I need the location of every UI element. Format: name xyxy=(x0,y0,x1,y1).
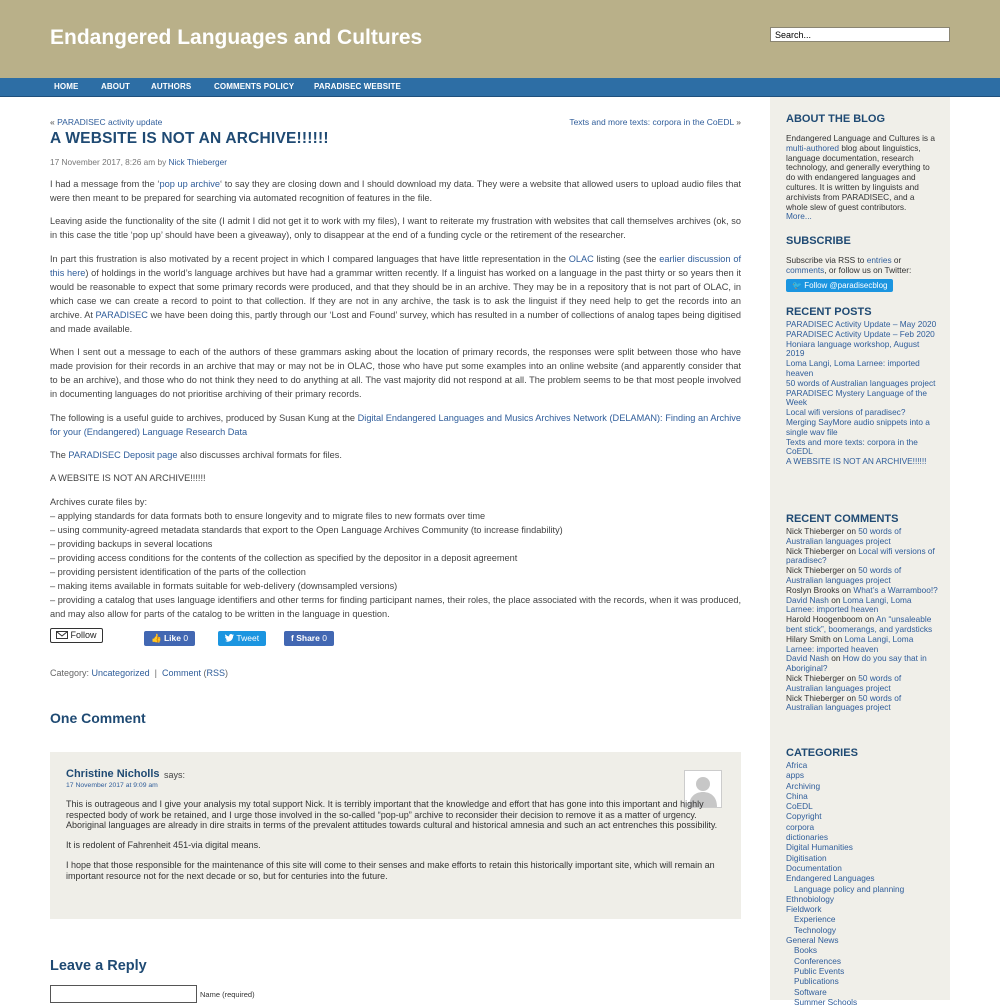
list-item[interactable] xyxy=(786,340,938,360)
delaman-link[interactable]: Digital Endangered Languages and Musics Archives Network (DELAMAN): Finding an Archive for your (Endangered) Language Research Data xyxy=(50,412,741,437)
category-link[interactable]: Language policy and planning xyxy=(794,883,905,894)
recent-comment-link[interactable]: What’s a Warramboo!? xyxy=(853,584,938,595)
list-item[interactable] xyxy=(786,418,938,438)
category-item[interactable] xyxy=(786,884,938,894)
text: on xyxy=(831,594,841,605)
category-link[interactable]: Conferences xyxy=(794,955,842,966)
category-link[interactable]: apps xyxy=(786,770,804,781)
name-field[interactable] xyxy=(50,985,197,1003)
twitter-follow-label: Follow @paradisecblog xyxy=(804,280,888,290)
text: on xyxy=(833,633,843,644)
list-item xyxy=(786,527,938,547)
list-item: – making items available in formats suitable for web-delivery (downsampled versions) xyxy=(50,580,398,591)
recent-post-link[interactable]: PARADISEC Activity Update – Feb 2020 xyxy=(786,328,935,339)
comment-says: says: xyxy=(164,770,186,780)
post-paragraph: Leaving aside the functionality of the site (I admit I did not get it to work with my files), I want to reiterate my frustration with websites that call themselves archives (ok, so in this case the title ‘pop up’ should have been a giveaway), only to disappear at the end of a funding cycle or the retirement of the researcher. xyxy=(50,216,741,241)
facebook-like-button[interactable] xyxy=(144,631,195,646)
category-item[interactable] xyxy=(786,853,938,863)
comment-author: Harold Hoogenboom xyxy=(786,614,863,625)
category-link[interactable]: Publications xyxy=(794,976,839,987)
subscribe-heading: SUBSCRIBE xyxy=(786,235,851,247)
text: The xyxy=(50,449,69,460)
twitter-follow-button[interactable] xyxy=(786,279,893,293)
category-item[interactable] xyxy=(786,956,938,966)
category-link[interactable]: Books xyxy=(794,945,818,956)
recent-comment-link[interactable]: Loma Langi, Loma Larnee: imported heaven xyxy=(786,633,914,654)
category-item[interactable] xyxy=(786,811,938,821)
categories-heading: CATEGORIES xyxy=(786,747,858,759)
post-paragraph xyxy=(50,448,741,462)
list-item[interactable] xyxy=(786,389,938,409)
recent-comment-link[interactable]: How do you say that in Aboriginal? xyxy=(786,653,927,674)
category-item[interactable] xyxy=(786,791,938,801)
nav-item-paradisec-website[interactable]: PARADISEC WEBSITE xyxy=(314,82,401,91)
category-link[interactable]: China xyxy=(786,790,808,801)
about-heading: ABOUT THE BLOG xyxy=(786,113,885,125)
comment-body xyxy=(66,799,726,890)
text: on xyxy=(846,672,856,683)
list-item: – using community-agreed metadata standards that export to the Open Language Archives Community (to increase findability) xyxy=(50,524,563,535)
list-item xyxy=(786,635,938,655)
category-link[interactable]: Ethnobiology xyxy=(786,893,834,904)
comment-author: Nick Thieberger xyxy=(786,526,845,536)
envelope-icon xyxy=(56,630,71,640)
text: on xyxy=(864,614,875,625)
next-post-link[interactable]: Texts and more texts: corpora in the CoEDL xyxy=(569,117,734,127)
share-bar xyxy=(50,628,741,648)
list-item[interactable] xyxy=(786,359,938,379)
category-item[interactable] xyxy=(786,781,938,791)
category-item[interactable] xyxy=(786,966,938,976)
next-arrow: » xyxy=(736,117,741,127)
recent-post-link[interactable]: PARADISEC Activity Update – May 2020 xyxy=(786,319,937,329)
comment-paragraph: This is outrageous and I give your analysis my total support Nick. It is terribly important that the knowledge and effort that has gone into this important and highly respected body of work be retained, and I urge those involved in the so-called “pop-up” archive to reconsider their decision to remove it as a matter of urgency. Aboriginal languages are already in dire straits in terms of the prevalent attitudes towards cultural and historical amnesia and such an act entrenches this possibility. xyxy=(66,799,718,831)
text: Endangered Language and Cultures is a xyxy=(786,133,935,143)
recent-comment-link[interactable]: An “unsaleable bent stick”, boomerangs, and yardsticks xyxy=(786,614,933,634)
recent-comment-link[interactable]: 50 words of Australian languages project xyxy=(786,565,902,585)
text: Subscribe via RSS to xyxy=(786,255,867,265)
facebook-share-button[interactable] xyxy=(284,631,334,646)
like-label: Like xyxy=(163,633,181,643)
comment xyxy=(50,752,741,919)
recent-post-link[interactable]: Texts and more texts: corpora in the CoEDL xyxy=(786,436,918,457)
category-link[interactable]: General News xyxy=(786,935,839,946)
recent-post-link[interactable]: A WEBSITE IS NOT AN ARCHIVE!!!!!! xyxy=(786,456,927,467)
separator: | xyxy=(154,668,157,678)
text: on xyxy=(831,653,841,664)
nav-item-comments-policy[interactable]: COMMENTS POLICY xyxy=(214,82,295,91)
text: on xyxy=(846,565,856,576)
recent-comment-link[interactable]: Local wifi versions of paradisec? xyxy=(786,545,935,566)
text: ) of holdings in the world’s language archives but have had a grammar written recently. If a linguist has worked on a language in the past thirty or so years then it would be reasonable to expect that some primary records were produced, and that they should be in an archive. They may be in a repository that is not part of OLAC, in which case we can create a record to point to that collection. If they are not in any archive, the task is to ask the linguist if they need help to get the records into an archive. At xyxy=(50,267,741,320)
archive-list xyxy=(50,495,741,621)
category-item[interactable] xyxy=(786,863,938,873)
text: on xyxy=(846,545,856,556)
share-label: Share xyxy=(296,633,320,643)
about-more-link[interactable]: More... xyxy=(786,211,812,222)
twitter-bird-icon: 🐦 xyxy=(792,280,802,290)
recent-comment-link[interactable]: 50 words of Australian languages project xyxy=(786,526,902,546)
comment-author: Roslyn Brooks xyxy=(786,584,840,595)
category-link[interactable]: Digitisation xyxy=(786,852,827,863)
post-author-link[interactable]: Nick Thieberger xyxy=(168,157,227,167)
category-link[interactable]: corpora xyxy=(786,821,815,832)
category-link[interactable]: Public Events xyxy=(794,965,845,976)
recent-comment-link[interactable]: 50 words of Australian languages project xyxy=(786,692,902,713)
recent-comment-link[interactable]: 50 words of Australian languages project xyxy=(786,672,902,693)
recent-post-link[interactable]: Honiara language workshop, August 2019 xyxy=(786,338,920,359)
post-paragraph xyxy=(50,252,741,336)
list-item xyxy=(786,694,938,714)
category-item[interactable] xyxy=(786,822,938,832)
list-item xyxy=(786,547,938,567)
list-item xyxy=(786,566,938,586)
category-link[interactable]: Software xyxy=(794,986,827,997)
email-follow-button[interactable] xyxy=(50,628,103,643)
category-item[interactable] xyxy=(786,904,938,914)
comment-link[interactable]: Comment xyxy=(161,668,201,678)
recent-post-link[interactable]: PARADISEC Mystery Language of the Week xyxy=(786,387,927,408)
category-link[interactable]: Uncategorized xyxy=(91,668,150,678)
paradisec-link[interactable]: PARADISEC xyxy=(95,309,148,320)
category-link[interactable]: Archiving xyxy=(786,780,821,791)
recent-comments-list xyxy=(786,527,938,713)
category-item[interactable] xyxy=(786,914,938,924)
list-item[interactable] xyxy=(786,438,938,458)
text: on xyxy=(846,526,856,536)
nav-item-authors[interactable]: AUTHORS xyxy=(151,82,192,91)
list-item: – providing backups in several locations xyxy=(50,538,213,549)
text: I had a message from the ‘ xyxy=(50,179,160,189)
category-item[interactable] xyxy=(786,997,938,1007)
recent-posts-heading: RECENT POSTS xyxy=(786,306,872,318)
category-link[interactable]: dictionaries xyxy=(786,832,828,843)
category-item[interactable] xyxy=(786,976,938,986)
main-nav xyxy=(0,78,1000,97)
post-content xyxy=(50,177,741,630)
recent-post-link[interactable]: Loma Langi, Loma Larnee: imported heaven xyxy=(786,358,920,378)
nav-item-about[interactable]: ABOUT xyxy=(101,82,130,91)
recent-post-link[interactable]: Local wifi versions of paradisec? xyxy=(786,407,906,418)
olac-link[interactable]: OLAC xyxy=(568,253,594,264)
list-item xyxy=(786,596,938,616)
list-item: – providing a catalog that uses language identifiers and other terms for finding participant names, their roles, the place associated with the records, when it was produced, and may also allow for parts of the catalog to be written in the language in question. xyxy=(50,594,741,619)
comment-author-link[interactable]: Christine Nicholls xyxy=(66,768,160,780)
category-item[interactable] xyxy=(786,945,938,955)
text: ‘ to say they are closing down and I should download my data. They were a website that allowed users to upload audio files that were then meant to be prepared for searching via automated recognition of features in the file. xyxy=(50,179,742,203)
multi-authored-link[interactable]: multi-authored xyxy=(786,142,840,153)
rss-entries-link[interactable]: entries xyxy=(866,255,892,265)
follow-label: Follow xyxy=(70,630,97,640)
recent-post-link[interactable]: 50 words of Australian languages project xyxy=(786,377,936,388)
comment-author-link[interactable]: David Nash xyxy=(786,594,829,605)
like-count: 0 xyxy=(183,633,189,643)
site-title[interactable]: Endangered Languages and Cultures xyxy=(50,26,423,49)
comment-author: Nick Thieberger xyxy=(786,565,845,576)
category-item[interactable] xyxy=(786,832,938,842)
list-item xyxy=(786,615,938,635)
thumbs-up-icon: 👍 xyxy=(151,633,162,643)
category-item[interactable] xyxy=(786,801,938,811)
name-label: Name (required) xyxy=(200,990,255,999)
category-item[interactable] xyxy=(786,770,938,780)
post-date: 17 November 2017, 8:26 am by xyxy=(50,157,167,167)
list-item xyxy=(786,674,938,694)
category-item[interactable] xyxy=(786,873,938,883)
list-item: – providing persistent identification of the parts of the collection xyxy=(50,566,306,577)
search-input[interactable] xyxy=(770,27,950,42)
comment-paragraph: It is redolent of Fahrenheit 451-via digital means. xyxy=(66,840,261,851)
text: on xyxy=(846,692,856,703)
share-count: 0 xyxy=(322,633,327,643)
previous-post-link[interactable]: PARADISEC activity update xyxy=(57,117,163,127)
facebook-icon: f xyxy=(291,633,294,643)
previous-post-nav xyxy=(50,117,162,127)
text: or xyxy=(891,255,902,265)
category-item[interactable] xyxy=(786,760,938,770)
list-item xyxy=(786,654,938,674)
subscribe-text xyxy=(786,256,936,292)
post-paragraph: A WEBSITE IS NOT AN ARCHIVE!!!!!! xyxy=(50,473,206,484)
twitter-bird-icon xyxy=(225,633,236,643)
category-item[interactable] xyxy=(786,894,938,904)
categories-list xyxy=(786,760,938,1007)
comments-heading: One Comment xyxy=(50,710,146,726)
category-link[interactable]: Endangered Languages xyxy=(786,873,875,884)
about-text xyxy=(786,134,936,222)
recent-comments-heading: RECENT COMMENTS xyxy=(786,513,899,525)
post-paragraph xyxy=(50,411,741,439)
category-link[interactable]: Summer Schools xyxy=(794,996,858,1007)
post-paragraph: When I sent out a message to each of the authors of these grammars asking about the location of primary records, the responses were split between those who have made provision for their records in an archive that may or may not be in OLAC, those who have put some examples into an online website (and apparently consider that to be an archive), and those who do not think they need to do anything at all. The vast majority did not respond at all. The problem seems to be that most people involved in documenting languages do not prioritise archiving of their primary records. xyxy=(50,347,741,400)
category-item[interactable] xyxy=(786,935,938,945)
text: In part this frustration is also motivated by a recent project in which I compared languages that have little representation in the xyxy=(50,253,569,264)
text: , or follow us on Twitter: xyxy=(824,264,912,275)
category-item[interactable] xyxy=(786,842,938,852)
text: we have been doing this, partly through our ‘Lost and Found’ survey, which has resulted in a number of collections of analog tapes being digitised and made available. xyxy=(50,309,741,334)
sidebar xyxy=(770,97,950,1007)
text: also discusses archival formats for files. xyxy=(177,449,342,460)
rss-comments-link[interactable]: comments xyxy=(786,264,825,275)
tweet-button[interactable] xyxy=(218,631,266,646)
list-item: – providing access conditions for the contents of the collection as specified by the depositor in a deposit agreement xyxy=(50,552,518,563)
category-link[interactable]: Africa xyxy=(786,760,808,770)
tweet-label: Tweet xyxy=(236,633,260,643)
next-post-nav xyxy=(569,117,741,127)
category-link[interactable]: Technology xyxy=(794,924,836,935)
list-item: – applying standards for data formats both to ensure longevity and to migrate files to new formats over time xyxy=(50,510,486,521)
post-meta xyxy=(50,157,227,167)
category-link[interactable]: Fieldwork xyxy=(786,904,822,915)
text: listing (see the xyxy=(593,253,660,264)
comment-paragraph: I hope that those responsible for the maintenance of this site will come to their senses and make efforts to retain this historically important site, which will remain an important resource not for the next decade or so, but for centuries into the future. xyxy=(66,859,715,881)
post-title: A WEBSITE IS NOT AN ARCHIVE!!!!!! xyxy=(50,130,329,147)
earlier-discussion-link[interactable]: earlier discussion of this here xyxy=(50,253,741,278)
post-footer: Category: Uncategorized | Comment (RSS) xyxy=(50,668,228,678)
category-link[interactable]: Copyright xyxy=(786,811,822,822)
recent-comment-link[interactable]: Loma Langi, Loma Larnee: imported heaven xyxy=(786,594,912,615)
list-intro: Archives curate files by: xyxy=(50,496,148,507)
comment-author: Nick Thieberger xyxy=(786,692,845,703)
comment-author: Hilary Smith xyxy=(786,633,831,644)
category-link[interactable]: CoEDL xyxy=(786,801,813,812)
previous-arrow: « xyxy=(50,117,55,127)
comment-author-link[interactable]: David Nash xyxy=(786,653,829,664)
category-link[interactable]: Experience xyxy=(794,914,836,925)
comment-author: Nick Thieberger xyxy=(786,672,845,683)
comment-date-link[interactable]: 17 November 2017 at 9:09 am xyxy=(66,782,158,789)
recent-posts-list xyxy=(786,320,938,467)
recent-post-link[interactable]: Merging SayMore audio snippets into a single wav file xyxy=(786,416,930,437)
category-link[interactable]: Digital Humanities xyxy=(786,842,853,853)
comment-author: Nick Thieberger xyxy=(786,545,845,556)
leave-reply-heading: Leave a Reply xyxy=(50,958,147,974)
rss-link[interactable]: RSS xyxy=(206,668,225,678)
site-header xyxy=(0,0,1000,78)
text: on xyxy=(841,584,852,595)
text: The following is a useful guide to archives, produced by Susan Kung at the xyxy=(50,412,358,423)
category-link[interactable]: Documentation xyxy=(786,862,842,873)
deposit-page-link[interactable]: PARADISEC Deposit page xyxy=(68,449,178,460)
post-paragraph xyxy=(50,177,741,205)
category-item[interactable] xyxy=(786,987,938,997)
nav-item-home[interactable]: HOME xyxy=(54,82,79,91)
category-item[interactable] xyxy=(786,925,938,935)
pop-up-archive-link[interactable]: pop up archive xyxy=(159,179,220,189)
text: blog about linguistics, language documentation, research technology, and generally everything to do with endangered languages and cultures. It is written by linguists and archivists from PARADISEC, and a whole slew of guest contributors. xyxy=(786,142,930,212)
list-item[interactable] xyxy=(786,457,938,467)
category-label: Category: xyxy=(50,668,90,678)
